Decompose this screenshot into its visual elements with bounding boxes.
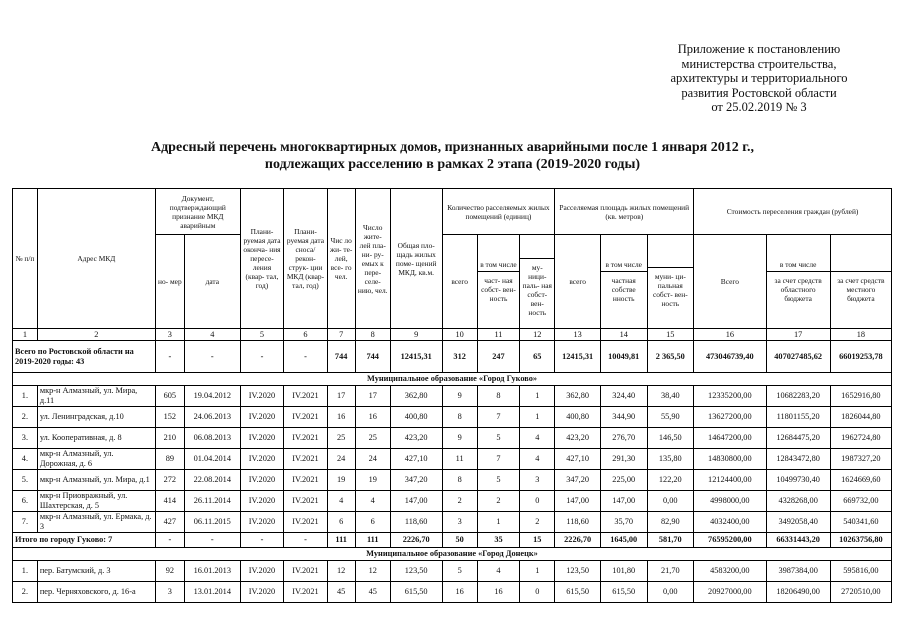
subtotal-cell: 15 bbox=[520, 533, 555, 548]
table-cell: 16 bbox=[355, 407, 390, 428]
table-cell: 324,40 bbox=[600, 386, 647, 407]
address-cell: пер. Батумский, д. 3 bbox=[37, 561, 155, 582]
table-cell: 347,20 bbox=[555, 470, 601, 491]
table-cell: 1 bbox=[520, 407, 555, 428]
grand-total-row bbox=[13, 341, 892, 373]
grand-total-count-municipal: 65 bbox=[520, 341, 555, 373]
table-cell: IV.2020 bbox=[240, 582, 283, 603]
subtotal-cell: 111 bbox=[327, 533, 355, 548]
table-cell: IV.2021 bbox=[284, 582, 327, 603]
table-cell: 4 bbox=[327, 491, 355, 512]
col-number: 1 bbox=[13, 329, 38, 341]
table-cell: 362,80 bbox=[390, 386, 442, 407]
grand-total-area-municipal: 2 365,50 bbox=[647, 341, 694, 373]
grand-total-cost-regional: 407027485,62 bbox=[766, 341, 830, 373]
subtotal-cell: 2226,70 bbox=[555, 533, 601, 548]
header-count-group: Количество расселяемых жилых помещений (единиц) bbox=[442, 189, 555, 235]
column-number-row bbox=[13, 329, 892, 341]
col-number: 6 bbox=[284, 329, 327, 341]
grand-total-dash: - bbox=[284, 341, 327, 373]
table-cell: 20927000,00 bbox=[694, 582, 766, 603]
table-cell: 400,80 bbox=[555, 407, 601, 428]
table-cell: IV.2021 bbox=[284, 561, 327, 582]
table-cell: 06.08.2013 bbox=[184, 428, 240, 449]
subtotal-label: Итого по городу Гуково: 7 bbox=[13, 533, 156, 548]
table-cell: 427 bbox=[155, 512, 184, 533]
header-cost-group: Стоимость переселения граждан (рублей) bbox=[694, 189, 892, 235]
header-municipal-own: му- ници- паль- ная собст- вен- ность bbox=[522, 262, 552, 317]
table-cell: 595816,00 bbox=[830, 561, 891, 582]
table-cell: 13627200,00 bbox=[694, 407, 766, 428]
table-cell: 7. bbox=[13, 512, 38, 533]
table-cell: 55,90 bbox=[647, 407, 694, 428]
address-cell: мкр-н Приовражный, ул. Шахтерская, д. 5 bbox=[37, 491, 155, 512]
col-number: 17 bbox=[766, 329, 830, 341]
grand-total-area-private: 10049,81 bbox=[600, 341, 647, 373]
table-cell: IV.2021 bbox=[284, 470, 327, 491]
appendix-line: от 25.02.2019 № 3 bbox=[711, 100, 807, 114]
header-doc: Документ, подтверждающий признание МКД аварийным bbox=[155, 189, 240, 235]
document-title bbox=[0, 140, 905, 173]
table-cell: 12843472,80 bbox=[766, 449, 830, 470]
header-doc-date: дата bbox=[184, 235, 240, 329]
subtotal-cell: 1645,00 bbox=[600, 533, 647, 548]
table-cell: 152 bbox=[155, 407, 184, 428]
header-municipal-area: муни- ци- пальная собст- вен- ность bbox=[652, 271, 688, 308]
table-cell: 19 bbox=[355, 470, 390, 491]
table-header bbox=[13, 189, 892, 329]
table-cell: 10682283,20 bbox=[766, 386, 830, 407]
grand-total-dash: - bbox=[155, 341, 184, 373]
grand-total-area: 12415,31 bbox=[390, 341, 442, 373]
grand-total-area-total: 12415,31 bbox=[555, 341, 601, 373]
table-cell: 3 bbox=[442, 512, 477, 533]
table-cell: 12684475,20 bbox=[766, 428, 830, 449]
header-planned-residents: Число жите- лей пла- ни- ру- емых к пере- селе- нию, чел. bbox=[355, 189, 390, 329]
header-count-municipal bbox=[520, 235, 555, 329]
col-number: 11 bbox=[477, 329, 519, 341]
table-cell: 18206490,00 bbox=[766, 582, 830, 603]
table-cell: 291,30 bbox=[600, 449, 647, 470]
table-cell: 0,00 bbox=[647, 491, 694, 512]
table-cell: 1. bbox=[13, 386, 38, 407]
table-cell: IV.2020 bbox=[240, 407, 283, 428]
header-incl: в том числе bbox=[767, 260, 830, 272]
table-cell: 122,20 bbox=[647, 470, 694, 491]
table-cell: 2. bbox=[13, 407, 38, 428]
header-incl: в том числе bbox=[601, 260, 647, 272]
table-row bbox=[13, 561, 892, 582]
table-cell: 615,50 bbox=[555, 582, 601, 603]
table-cell: 4583200,00 bbox=[694, 561, 766, 582]
header-plan-demolish: Плани- руемая дата сноса/ рекон- струк- ции МКД (квар- тал, год) bbox=[284, 189, 327, 329]
table-cell: 5 bbox=[442, 561, 477, 582]
table-cell: 38,40 bbox=[647, 386, 694, 407]
address-cell: мкр-н Алмазный, ул. Дорожная, д. 6 bbox=[37, 449, 155, 470]
header-num: № п/п bbox=[13, 189, 38, 329]
table-cell: 1987327,20 bbox=[830, 449, 891, 470]
table-cell: 2 bbox=[477, 491, 519, 512]
table-cell: 5 bbox=[477, 470, 519, 491]
table-cell: 225,00 bbox=[600, 470, 647, 491]
col-number: 18 bbox=[830, 329, 891, 341]
table-cell: 6 bbox=[327, 512, 355, 533]
table-cell: 3. bbox=[13, 428, 38, 449]
table-cell: 605 bbox=[155, 386, 184, 407]
subtotal-cell: 66331443,20 bbox=[766, 533, 830, 548]
header-address: Адрес МКД bbox=[37, 189, 155, 329]
table-cell: 2. bbox=[13, 582, 38, 603]
table-cell: IV.2021 bbox=[284, 491, 327, 512]
subtotal-cell: 76595200,00 bbox=[694, 533, 766, 548]
subtotal-cell: 35 bbox=[477, 533, 519, 548]
col-number: 16 bbox=[694, 329, 766, 341]
header-incl: в том числе bbox=[478, 260, 519, 272]
table-cell: 615,50 bbox=[600, 582, 647, 603]
title-line: подлежащих расселению в рамках 2 этапа (2019-2020 годы) bbox=[264, 156, 641, 172]
subtotal-cell: - bbox=[240, 533, 283, 548]
table-body bbox=[13, 329, 892, 603]
table-cell: 427,10 bbox=[390, 449, 442, 470]
table-cell: 9 bbox=[442, 428, 477, 449]
section-title: Муниципальное образование «Город Донецк» bbox=[13, 548, 892, 561]
table-cell: 101,80 bbox=[600, 561, 647, 582]
appendix-block bbox=[640, 42, 878, 115]
table-cell: 5. bbox=[13, 470, 38, 491]
table-cell: 01.04.2014 bbox=[184, 449, 240, 470]
table-cell: 147,00 bbox=[390, 491, 442, 512]
header-cost-local bbox=[830, 235, 891, 329]
table-cell: 1 bbox=[477, 512, 519, 533]
table-row bbox=[13, 512, 892, 533]
col-number: 5 bbox=[240, 329, 283, 341]
table-cell: 423,20 bbox=[555, 428, 601, 449]
header-area-total: всего bbox=[555, 235, 601, 329]
table-cell: 2 bbox=[520, 512, 555, 533]
grand-total-cost-local: 66019253,78 bbox=[830, 341, 891, 373]
table-cell: 6 bbox=[355, 512, 390, 533]
table-cell: 12335200,00 bbox=[694, 386, 766, 407]
table-cell: 92 bbox=[155, 561, 184, 582]
table-cell: 12 bbox=[355, 561, 390, 582]
table-cell: 669732,00 bbox=[830, 491, 891, 512]
table-cell: 147,00 bbox=[600, 491, 647, 512]
grand-total-residents: 744 bbox=[327, 341, 355, 373]
table-cell: 1 bbox=[520, 561, 555, 582]
section-row bbox=[13, 548, 892, 561]
table-cell: 4998000,00 bbox=[694, 491, 766, 512]
col-number: 12 bbox=[520, 329, 555, 341]
table-cell: 3 bbox=[155, 582, 184, 603]
subtotal-cell: - bbox=[184, 533, 240, 548]
table-cell: 14830800,00 bbox=[694, 449, 766, 470]
header-private-own: част- ная собст- вен- ность bbox=[481, 276, 516, 303]
grand-total-planned: 744 bbox=[355, 341, 390, 373]
table-cell: IV.2020 bbox=[240, 561, 283, 582]
table-cell: 210 bbox=[155, 428, 184, 449]
header-regional-budget: за счет средств областного бюджета bbox=[774, 276, 822, 303]
col-number: 10 bbox=[442, 329, 477, 341]
table-cell: 147,00 bbox=[555, 491, 601, 512]
table-cell: 6. bbox=[13, 491, 38, 512]
table-cell: 19.04.2012 bbox=[184, 386, 240, 407]
table-cell: 1 bbox=[520, 386, 555, 407]
table-cell: IV.2021 bbox=[284, 512, 327, 533]
table-cell: 118,60 bbox=[555, 512, 601, 533]
table-cell: 17 bbox=[355, 386, 390, 407]
col-number: 2 bbox=[37, 329, 155, 341]
subtotal-cell: 111 bbox=[355, 533, 390, 548]
table-cell: 2720510,00 bbox=[830, 582, 891, 603]
subtotal-cell: 50 bbox=[442, 533, 477, 548]
table-cell: 4 bbox=[520, 449, 555, 470]
header-cost-total: Всего bbox=[694, 235, 766, 329]
table-cell: 7 bbox=[477, 407, 519, 428]
table-cell: 12 bbox=[327, 561, 355, 582]
col-number: 9 bbox=[390, 329, 442, 341]
table-cell: 10499730,40 bbox=[766, 470, 830, 491]
table-cell: 423,20 bbox=[390, 428, 442, 449]
table-cell: 4 bbox=[477, 561, 519, 582]
header-local-budget: за счет средств местного бюджета bbox=[837, 276, 885, 303]
table-cell: IV.2021 bbox=[284, 449, 327, 470]
col-number: 4 bbox=[184, 329, 240, 341]
table-cell: 400,80 bbox=[390, 407, 442, 428]
table-row bbox=[13, 582, 892, 603]
table-cell: 45 bbox=[327, 582, 355, 603]
col-number: 13 bbox=[555, 329, 601, 341]
table-cell: 5 bbox=[477, 428, 519, 449]
table-cell: IV.2021 bbox=[284, 428, 327, 449]
subtotal-row bbox=[13, 533, 892, 548]
header-area-municipal bbox=[647, 235, 694, 329]
table-row bbox=[13, 407, 892, 428]
appendix-line: Приложение к постановлению bbox=[677, 42, 841, 56]
table-cell: 25 bbox=[355, 428, 390, 449]
header-plan-resettle: Плани- руемая дата оконча- ния пересе- ления (квар- тал, год) bbox=[240, 189, 283, 329]
table-cell: 14647200,00 bbox=[694, 428, 766, 449]
table-cell: 4328268,00 bbox=[766, 491, 830, 512]
table-cell: 414 bbox=[155, 491, 184, 512]
table-cell: 11 bbox=[442, 449, 477, 470]
table-cell: 22.08.2014 bbox=[184, 470, 240, 491]
table-cell: 45 bbox=[355, 582, 390, 603]
address-cell: мкр-н Алмазный, ул. Мира, д.11 bbox=[37, 386, 155, 407]
table-cell: 540341,60 bbox=[830, 512, 891, 533]
header-private-area: частная собстве нность bbox=[611, 276, 636, 303]
table-cell: 3492058,40 bbox=[766, 512, 830, 533]
col-number: 3 bbox=[155, 329, 184, 341]
table-cell: 16 bbox=[477, 582, 519, 603]
table-cell: 1826044,80 bbox=[830, 407, 891, 428]
table-cell: 19 bbox=[327, 470, 355, 491]
table-row bbox=[13, 428, 892, 449]
header-area-group: Расселяемая площадь жилых помещений (кв. метров) bbox=[555, 189, 694, 235]
table-cell: 276,70 bbox=[600, 428, 647, 449]
col-number: 15 bbox=[647, 329, 694, 341]
table-cell: IV.2020 bbox=[240, 491, 283, 512]
table-cell: 0 bbox=[520, 582, 555, 603]
table-cell: 8 bbox=[442, 470, 477, 491]
table-cell: 24 bbox=[327, 449, 355, 470]
table-cell: 12124400,00 bbox=[694, 470, 766, 491]
table-cell: 16 bbox=[442, 582, 477, 603]
address-cell: ул. Ленинградская, д.10 bbox=[37, 407, 155, 428]
table-cell: 3987384,00 bbox=[766, 561, 830, 582]
header-area-private bbox=[600, 235, 647, 329]
table-cell: IV.2020 bbox=[240, 386, 283, 407]
table-cell: 24.06.2013 bbox=[184, 407, 240, 428]
subtotal-cell: 581,70 bbox=[647, 533, 694, 548]
table-cell: 13.01.2014 bbox=[184, 582, 240, 603]
table-cell: 06.11.2015 bbox=[184, 512, 240, 533]
table-cell: 123,50 bbox=[390, 561, 442, 582]
table-cell: 25 bbox=[327, 428, 355, 449]
table-cell: 272 bbox=[155, 470, 184, 491]
table-row bbox=[13, 449, 892, 470]
table-cell: 1. bbox=[13, 561, 38, 582]
header-count-private bbox=[477, 235, 519, 329]
table-cell: 82,90 bbox=[647, 512, 694, 533]
table-cell: 21,70 bbox=[647, 561, 694, 582]
table-cell: 4032400,00 bbox=[694, 512, 766, 533]
table-cell: IV.2020 bbox=[240, 470, 283, 491]
table-cell: 89 bbox=[155, 449, 184, 470]
table-row bbox=[13, 491, 892, 512]
table-cell: 4. bbox=[13, 449, 38, 470]
houses-table bbox=[12, 188, 892, 603]
table-cell: 118,60 bbox=[390, 512, 442, 533]
table-cell: 362,80 bbox=[555, 386, 601, 407]
grand-total-count-private: 247 bbox=[477, 341, 519, 373]
table-cell: 0 bbox=[520, 491, 555, 512]
grand-total-count: 312 bbox=[442, 341, 477, 373]
address-cell: пер. Черняховского, д. 16-а bbox=[37, 582, 155, 603]
header-residents: Чис ло жи- те- лей, все- го чел. bbox=[327, 189, 355, 329]
appendix-line: развития Ростовской области bbox=[681, 85, 837, 100]
table-cell: 9 bbox=[442, 386, 477, 407]
table-cell: 8 bbox=[477, 386, 519, 407]
table-cell: 4 bbox=[520, 428, 555, 449]
table-cell: 1652916,80 bbox=[830, 386, 891, 407]
table-cell: 35,70 bbox=[600, 512, 647, 533]
table-cell: 24 bbox=[355, 449, 390, 470]
header-count-total: всего bbox=[442, 235, 477, 329]
appendix-line: архитектуры и территориального bbox=[670, 71, 848, 85]
table-cell: 347,20 bbox=[390, 470, 442, 491]
address-cell: мкр-н Алмазный, ул. Ермака, д. 3 bbox=[37, 512, 155, 533]
subtotal-cell: 10263756,80 bbox=[830, 533, 891, 548]
grand-total-dash: - bbox=[240, 341, 283, 373]
table-cell: 17 bbox=[327, 386, 355, 407]
table-cell: IV.2021 bbox=[284, 407, 327, 428]
appendix-line: министерства строительства, bbox=[681, 56, 837, 71]
table-row bbox=[13, 470, 892, 491]
grand-total-cost: 473046739,40 bbox=[694, 341, 766, 373]
table-cell: 1962724,80 bbox=[830, 428, 891, 449]
table-cell: IV.2020 bbox=[240, 512, 283, 533]
table-row bbox=[13, 386, 892, 407]
subtotal-cell: - bbox=[284, 533, 327, 548]
table-cell: 427,10 bbox=[555, 449, 601, 470]
subtotal-cell: - bbox=[155, 533, 184, 548]
table-cell: IV.2020 bbox=[240, 428, 283, 449]
col-number: 7 bbox=[327, 329, 355, 341]
table-cell: 16.01.2013 bbox=[184, 561, 240, 582]
col-number: 8 bbox=[355, 329, 390, 341]
table-cell: 344,90 bbox=[600, 407, 647, 428]
table-cell: 1624669,60 bbox=[830, 470, 891, 491]
table-cell: IV.2020 bbox=[240, 449, 283, 470]
table-cell: 146,50 bbox=[647, 428, 694, 449]
header-total-area: Общая пло- щадь жилых поме- щений МКД, кв.м. bbox=[390, 189, 442, 329]
grand-total-dash: - bbox=[184, 341, 240, 373]
section-title: Муниципальное образование «Город Гуково» bbox=[13, 373, 892, 386]
section-row bbox=[13, 373, 892, 386]
table-cell: 11801155,20 bbox=[766, 407, 830, 428]
table-cell: 135,80 bbox=[647, 449, 694, 470]
grand-total-label: Всего по Ростовской области на 2019-2020 годы: 43 bbox=[13, 341, 156, 373]
col-number: 14 bbox=[600, 329, 647, 341]
table-cell: 615,50 bbox=[390, 582, 442, 603]
table-cell: 4 bbox=[355, 491, 390, 512]
table-cell: 26.11.2014 bbox=[184, 491, 240, 512]
address-cell: ул. Кооперативная, д. 8 bbox=[37, 428, 155, 449]
title-line: Адресный перечень многоквартирных домов, признанных аварийными после 1 января 2012 г., bbox=[150, 140, 755, 155]
table-cell: 0,00 bbox=[647, 582, 694, 603]
table-cell: 2 bbox=[442, 491, 477, 512]
table-cell: 8 bbox=[442, 407, 477, 428]
table-cell: 123,50 bbox=[555, 561, 601, 582]
table-cell: IV.2021 bbox=[284, 386, 327, 407]
address-cell: мкр-н Алмазный, ул. Мира, д.1 bbox=[37, 470, 155, 491]
table-cell: 3 bbox=[520, 470, 555, 491]
header-doc-num: но- мер bbox=[155, 235, 184, 329]
subtotal-cell: 2226,70 bbox=[390, 533, 442, 548]
header-cost-regional bbox=[766, 235, 830, 329]
table-cell: 7 bbox=[477, 449, 519, 470]
table-cell: 16 bbox=[327, 407, 355, 428]
